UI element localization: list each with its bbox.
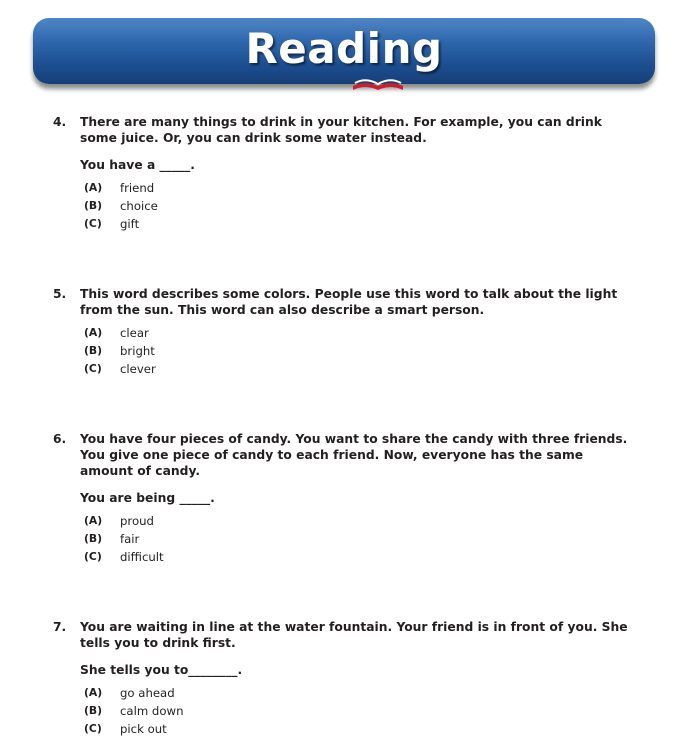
question-number: 6. bbox=[53, 432, 67, 446]
answer-options bbox=[84, 512, 633, 566]
option-letter: (A) bbox=[84, 181, 103, 194]
question-5 bbox=[53, 286, 633, 378]
option-b[interactable] bbox=[84, 530, 633, 548]
option-letter: (B) bbox=[84, 199, 103, 212]
option-letter: (C) bbox=[84, 722, 102, 735]
question-7 bbox=[53, 619, 633, 738]
question-text: You are waiting in line at the water fountain. Your friend is in front of you. She tells you to drink first. bbox=[80, 620, 628, 650]
question-number: 5. bbox=[53, 287, 67, 301]
option-letter: (B) bbox=[84, 532, 103, 545]
option-letter: (C) bbox=[84, 550, 102, 563]
question-6 bbox=[53, 431, 633, 566]
option-a[interactable] bbox=[84, 324, 633, 342]
question-number: 4. bbox=[53, 115, 67, 129]
answer-options bbox=[84, 324, 633, 378]
option-c[interactable] bbox=[84, 215, 633, 233]
open-book-icon bbox=[351, 78, 405, 94]
option-text: clear bbox=[120, 326, 149, 340]
option-letter: (A) bbox=[84, 514, 103, 527]
question-4 bbox=[53, 114, 633, 233]
option-letter: (A) bbox=[84, 686, 103, 699]
question-prompt: You are being _____. bbox=[80, 491, 215, 505]
option-text: bright bbox=[120, 344, 155, 358]
question-text: There are many things to drink in your kitchen. For example, you can drink some juice. Or, you can drink some water instead. bbox=[80, 115, 602, 145]
question-text: You have four pieces of candy. You want to share the candy with three friends. You give one piece of candy to each friend. Now, everyone has the same amount of candy. bbox=[80, 432, 628, 478]
option-text: proud bbox=[120, 514, 154, 528]
option-text: difficult bbox=[120, 550, 164, 564]
option-c[interactable] bbox=[84, 360, 633, 378]
option-text: gift bbox=[120, 217, 140, 231]
option-letter: (A) bbox=[84, 326, 103, 339]
option-letter: (B) bbox=[84, 704, 103, 717]
option-text: clever bbox=[120, 362, 156, 376]
option-text: pick out bbox=[120, 722, 167, 736]
option-c[interactable] bbox=[84, 548, 633, 566]
option-b[interactable] bbox=[84, 702, 633, 720]
answer-options bbox=[84, 179, 633, 233]
question-prompt: She tells you to________. bbox=[80, 663, 243, 677]
section-banner bbox=[33, 18, 655, 84]
option-c[interactable] bbox=[84, 720, 633, 738]
option-a[interactable] bbox=[84, 684, 633, 702]
answer-options bbox=[84, 684, 633, 738]
question-prompt: You have a _____. bbox=[80, 158, 195, 172]
option-text: friend bbox=[120, 181, 155, 195]
option-text: choice bbox=[120, 199, 158, 213]
option-text: fair bbox=[120, 532, 140, 546]
section-title: Reading bbox=[245, 24, 443, 73]
option-b[interactable] bbox=[84, 342, 633, 360]
option-b[interactable] bbox=[84, 197, 633, 215]
question-text: This word describes some colors. People use this word to talk about the light from the sun. This word can also describe a smart person. bbox=[80, 287, 618, 317]
option-a[interactable] bbox=[84, 512, 633, 530]
option-letter: (C) bbox=[84, 362, 102, 375]
option-letter: (C) bbox=[84, 217, 102, 230]
option-text: go ahead bbox=[120, 686, 175, 700]
option-text: calm down bbox=[120, 704, 184, 718]
option-letter: (B) bbox=[84, 344, 103, 357]
option-a[interactable] bbox=[84, 179, 633, 197]
question-number: 7. bbox=[53, 620, 67, 634]
